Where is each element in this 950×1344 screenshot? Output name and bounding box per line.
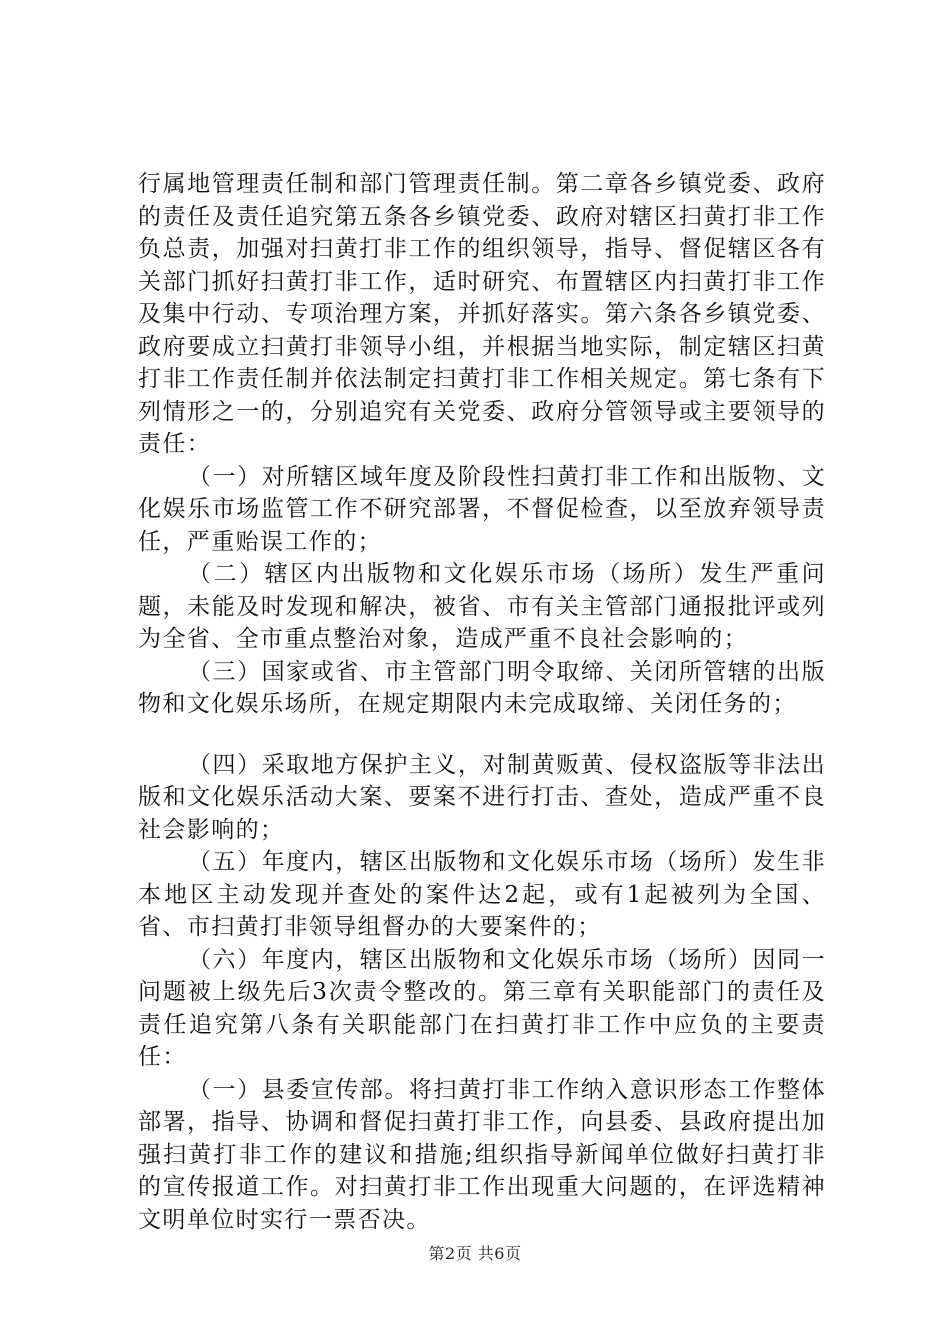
paragraph-chapter-text: 行属地管理责任制和部门管理责任制。第二章各乡镇党委、政府的责任及责任追究第五条各乡镇党委、政府对辖区扫黄打非工作负总责，加强对扫黄打非工作的组织领导，指导、督促辖区各有关部门抓好扫黄打非工作，适时研究、布置辖区内扫黄打非工作及集中行动、专项治理方案，并抓好落实。第六条各乡镇党委、政府要成立扫黄打非领导小组，并根据当地实际，制定辖区扫黄打非工作责任制并依法制定扫黄打非工作相关规定。第七条有下列情形之一的，分别追究有关党委、政府分管领导或主要领导的责任： xyxy=(138,171,826,457)
document-body xyxy=(138,168,826,1236)
paragraph-item-1: （一）对所辖区域年度及阶段性扫黄打非工作和出版物、文化娱乐市场监管工作不研究部署，不督促检查，以至放弃领导责任，严重贻误工作的； xyxy=(138,463,826,555)
paragraph-item-2: （二）辖区内出版物和文化娱乐市场（场所）发生严重问题，未能及时发现和解决，被省、市有关主管部门通报批评或列为全省、全市重点整治对象，造成严重不良社会影响的； xyxy=(138,561,826,652)
page-number-label: 第2页 共6页 xyxy=(428,1244,522,1263)
paragraph-item-4: （四）采取地方保护主义，对制黄贩黄、侵权盗版等非法出版和文化娱乐活动大案、要案不进行打击、查处，造成严重不良社会影响的； xyxy=(138,751,826,843)
page-footer xyxy=(0,1244,950,1264)
paragraph-item-3: （三）国家或省、市主管部门明令取缔、关闭所管辖的出版物和文化娱乐场所，在规定期限内未完成取缔、关闭任务的； xyxy=(138,658,826,717)
paragraph-item-propaganda: （一）县委宣传部。将扫黄打非工作纳入意识形态工作整体部署，指导、协调和督促扫黄打非工作，向县委、县政府提出加强扫黄打非工作的建议和措施;组织指导新闻单位做好扫黄打非的宣传报道工作。对扫黄打非工作出现重大问题的，在评选精神文明单位时实行一票否决。 xyxy=(138,1076,826,1233)
paragraph-item-6: （六）年度内，辖区出版物和文化娱乐市场（场所）因同一问题被上级先后3次责令整改的。第三章有关职能部门的责任及责任追究第八条有关职能部门在扫黄打非工作中应负的主要责任： xyxy=(138,946,826,1070)
paragraph-item-5: （五）年度内，辖区出版物和文化娱乐市场（场所）发生非本地区主动发现并查处的案件达2起，或有1起被列为全国、省、市扫黄打非领导组督办的大要案件的； xyxy=(138,849,826,940)
